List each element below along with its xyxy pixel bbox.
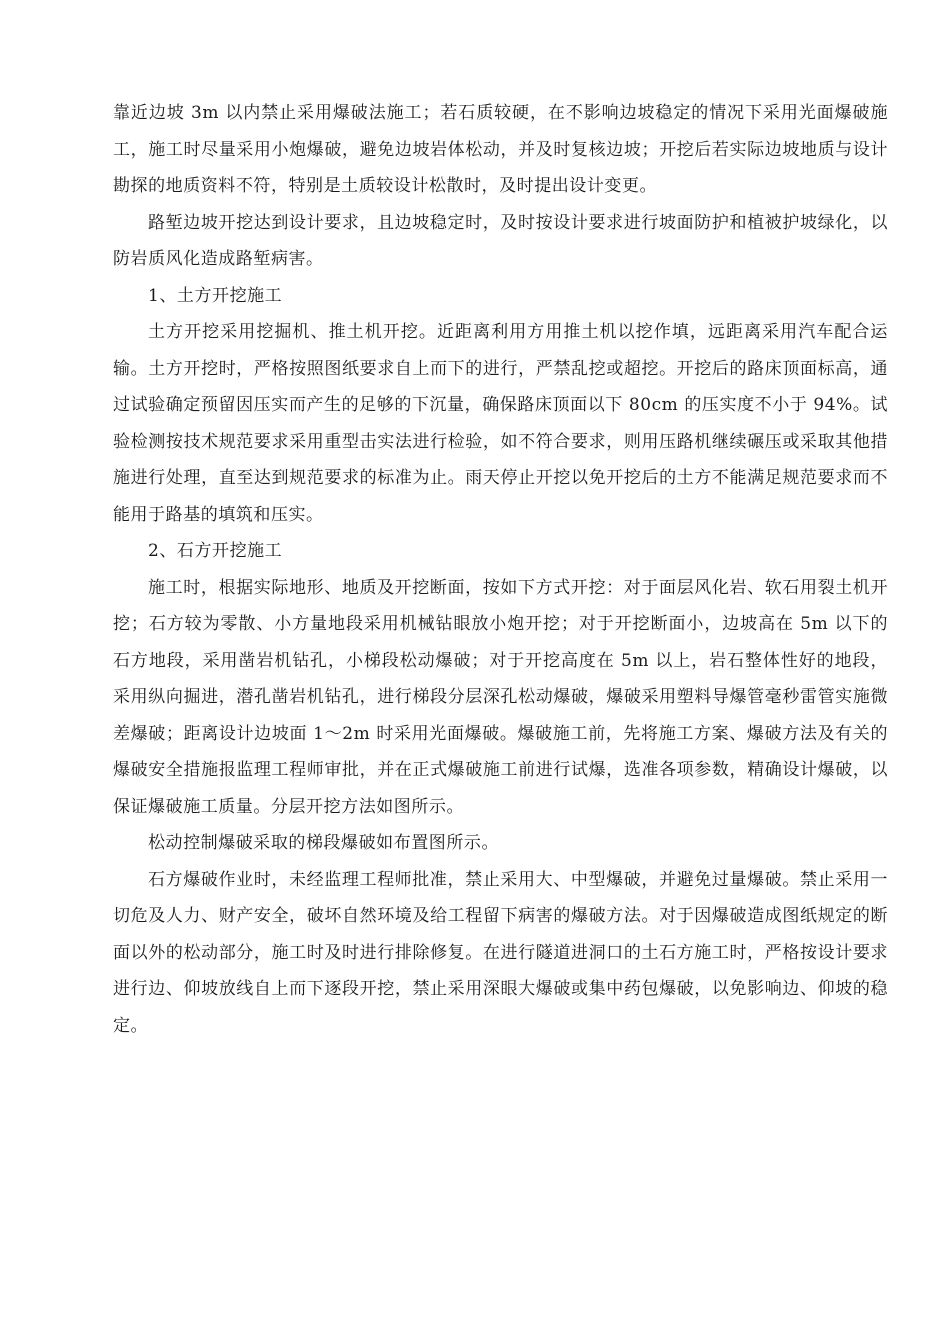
- paragraph-blasting-operation-rules: 石方爆破作业时，未经监理工程师批准，禁止采用大、中型爆破，并避免过量爆破。禁止采用一切危及人力、财产安全，破坏自然环境及给工程留下病害的爆破方法。对于因爆破造成图纸规定的断面以外的松动部分，施工时及时进行排除修复。在进行隧道进洞口的土石方施工时，严格按设计要求进行边、仰坡放线自上而下逐段开挖，禁止采用深眼大爆破或集中药包爆破，以免影响边、仰坡的稳定。: [113, 869, 888, 1036]
- section-heading-earthwork: 1、土方开挖施工: [148, 285, 283, 306]
- paragraph-bench-blasting-note: 松动控制爆破采取的梯段爆破如布置图所示。: [148, 833, 499, 853]
- paragraph-rock-excavation: 施工时，根据实际地形、地质及开挖断面，按如下方式开挖：对于面层风化岩、软石用裂土机开挖；石方较为零散、小方量地段采用机械钻眼放小炮开挖；对于开挖断面小，边坡高在 5m 以下的石方地段，采用凿岩机钻孔，小梯段松动爆破；对于开挖高度在 5m 以上，岩石整体性好的地段，采用纵向掘进，潜孔凿岩机钻孔，进行梯段分层深孔松动爆破，爆破采用塑料导爆管毫秒雷管实施微差爆破；距离设计边坡面 1～2m 时采用光面爆破。爆破施工前，先将施工方案、爆破方法及有关的爆破安全措施报监理工程师审批，并在正式爆破施工前进行试爆，选准各项参数，精确设计爆破，以保证爆破施工质量。分层开挖方法如图所示。: [113, 577, 888, 817]
- paragraph-cutting-slope-protection: 路堑边坡开挖达到设计要求，且边坡稳定时，及时按设计要求进行坡面防护和植被护坡绿化，以防岩质风化造成路堑病害。: [113, 212, 888, 269]
- document-body: [113, 95, 888, 1044]
- paragraph-slope-blasting-restriction: 靠近边坡 3m 以内禁止采用爆破法施工；若石质较硬，在不影响边坡稳定的情况下采用光面爆破施工，施工时尽量采用小炮爆破，避免边坡岩体松动，并及时复核边坡；开挖后若实际边坡地质与设计勘探的地质资料不符，特别是土质较设计松散时，及时提出设计变更。: [113, 103, 888, 196]
- section-heading-rockwork: 2、石方开挖施工: [148, 541, 283, 561]
- paragraph-earthwork-excavation: 土方开挖采用挖掘机、推土机开挖。近距离利用方用推土机以挖作填，远距离采用汽车配合运输。土方开挖时，严格按照图纸要求自上而下的进行，严禁乱挖或超挖。开挖后的路床顶面标高，通过试验确定预留因压实而产生的足够的下沉量，确保路床顶面以下 80cm 的压实度不小于 94%。试验检测按技术规范要求采用重型击实法进行检验，如不符合要求，则用压路机继续碾压或采取其他措施进行处理，直至达到规范要求的标准为止。雨天停止开挖以免开挖后的土方不能满足规范要求而不能用于路基的填筑和压实。: [113, 322, 888, 525]
